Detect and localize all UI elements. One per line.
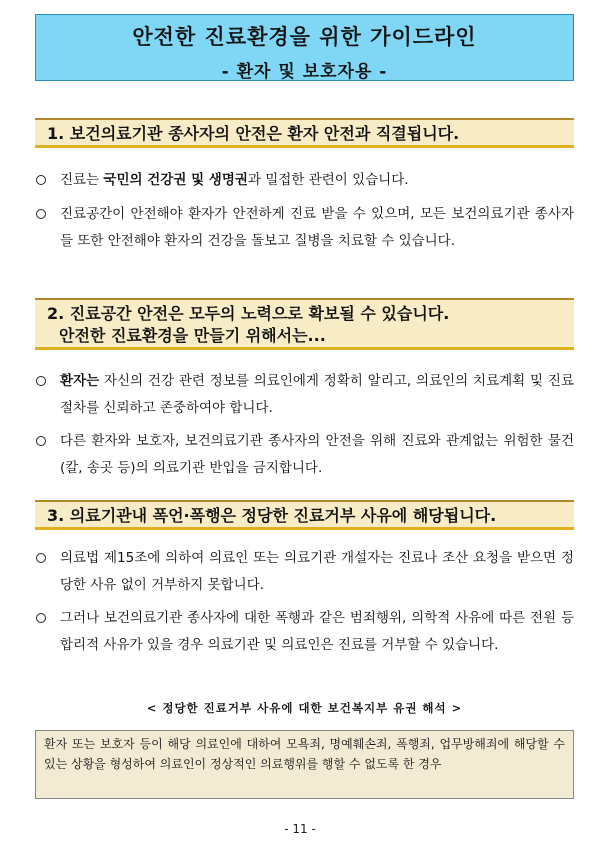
- bullet-item: [36, 428, 574, 482]
- bullet-text: 진료는 국민의 건강권 및 생명권과 밀접한 관련이 있습니다.: [60, 172, 409, 188]
- bullet-text: 환자는 자신의 건강 관련 정보를 의료인에게 정확히 알리고, 의료인의 치료계획 및 진료절차를 신뢰하고 존중하여야 합니다.: [60, 373, 574, 416]
- section-heading-2-line2: 안전한 진료환경을 만들기 위해서는...: [59, 326, 326, 345]
- page-number: - 11 -: [284, 822, 316, 836]
- circle-bullet-icon: [36, 613, 46, 623]
- page-title: 안전한 진료환경을 위한 가이드라인: [132, 25, 477, 49]
- bullet-item: [36, 201, 574, 255]
- circle-bullet-icon: [36, 376, 46, 386]
- bullet-text: 그러나 보건의료기관 종사자에 대한 폭행과 같은 범죄행위, 의학적 사유에 따른 전원 등 합리적 사유가 있을 경우 의료기관 및 의료인은 진료를 거부할 수 있습니다.: [60, 610, 574, 653]
- bullet-item: [36, 368, 574, 422]
- section-heading-1: 1. 보건의료기관 종사자의 안전은 환자 안전과 직결됩니다.: [35, 118, 574, 148]
- section-heading-3: 3. 의료기관내 폭언·폭행은 정당한 진료거부 사유에 해당됩니다.: [35, 500, 574, 530]
- circle-bullet-icon: [36, 175, 46, 185]
- section-heading-2-line1: 2. 진료공간 안전은 모두의 노력으로 확보될 수 있습니다.: [47, 304, 450, 323]
- note-box: 환자 또는 보호자 등이 해당 의료인에 대하여 모욕죄, 명예훼손죄, 폭행죄, 업무방해죄에 해당할 수 있는 상황을 형성하여 의료인이 정상적인 의료행위를 행할 수 없도록 한 경우: [35, 730, 574, 799]
- note-heading: < 정당한 진료거부 사유에 대한 보건복지부 유권 해석 >: [146, 701, 463, 715]
- bullet-text: 진료공간이 안전해야 환자가 안전하게 진료 받을 수 있으며, 모든 보건의료기관 종사자들 또한 안전해야 환자의 건강을 돌보고 질병을 치료할 수 있습니다.: [60, 206, 574, 249]
- circle-bullet-icon: [36, 436, 46, 446]
- bullet-item: [36, 167, 574, 194]
- circle-bullet-icon: [36, 209, 46, 219]
- bullet-item: [36, 605, 574, 659]
- section-heading-2: [35, 298, 574, 350]
- bullet-text: 의료법 제15조에 의하여 의료인 또는 의료기관 개설자는 진료나 조산 요청을 받으면 정당한 사유 없이 거부하지 못합니다.: [60, 550, 574, 593]
- bullet-text: 다른 환자와 보호자, 보건의료기관 종사자의 안전을 위해 진료와 관계없는 위험한 물건(칼, 송곳 등)의 의료기관 반입을 금지합니다.: [60, 433, 574, 476]
- page-subtitle: - 환자 및 보호자용 -: [221, 62, 388, 82]
- circle-bullet-icon: [36, 553, 46, 563]
- bullet-item: [36, 545, 574, 599]
- title-banner: [35, 14, 574, 81]
